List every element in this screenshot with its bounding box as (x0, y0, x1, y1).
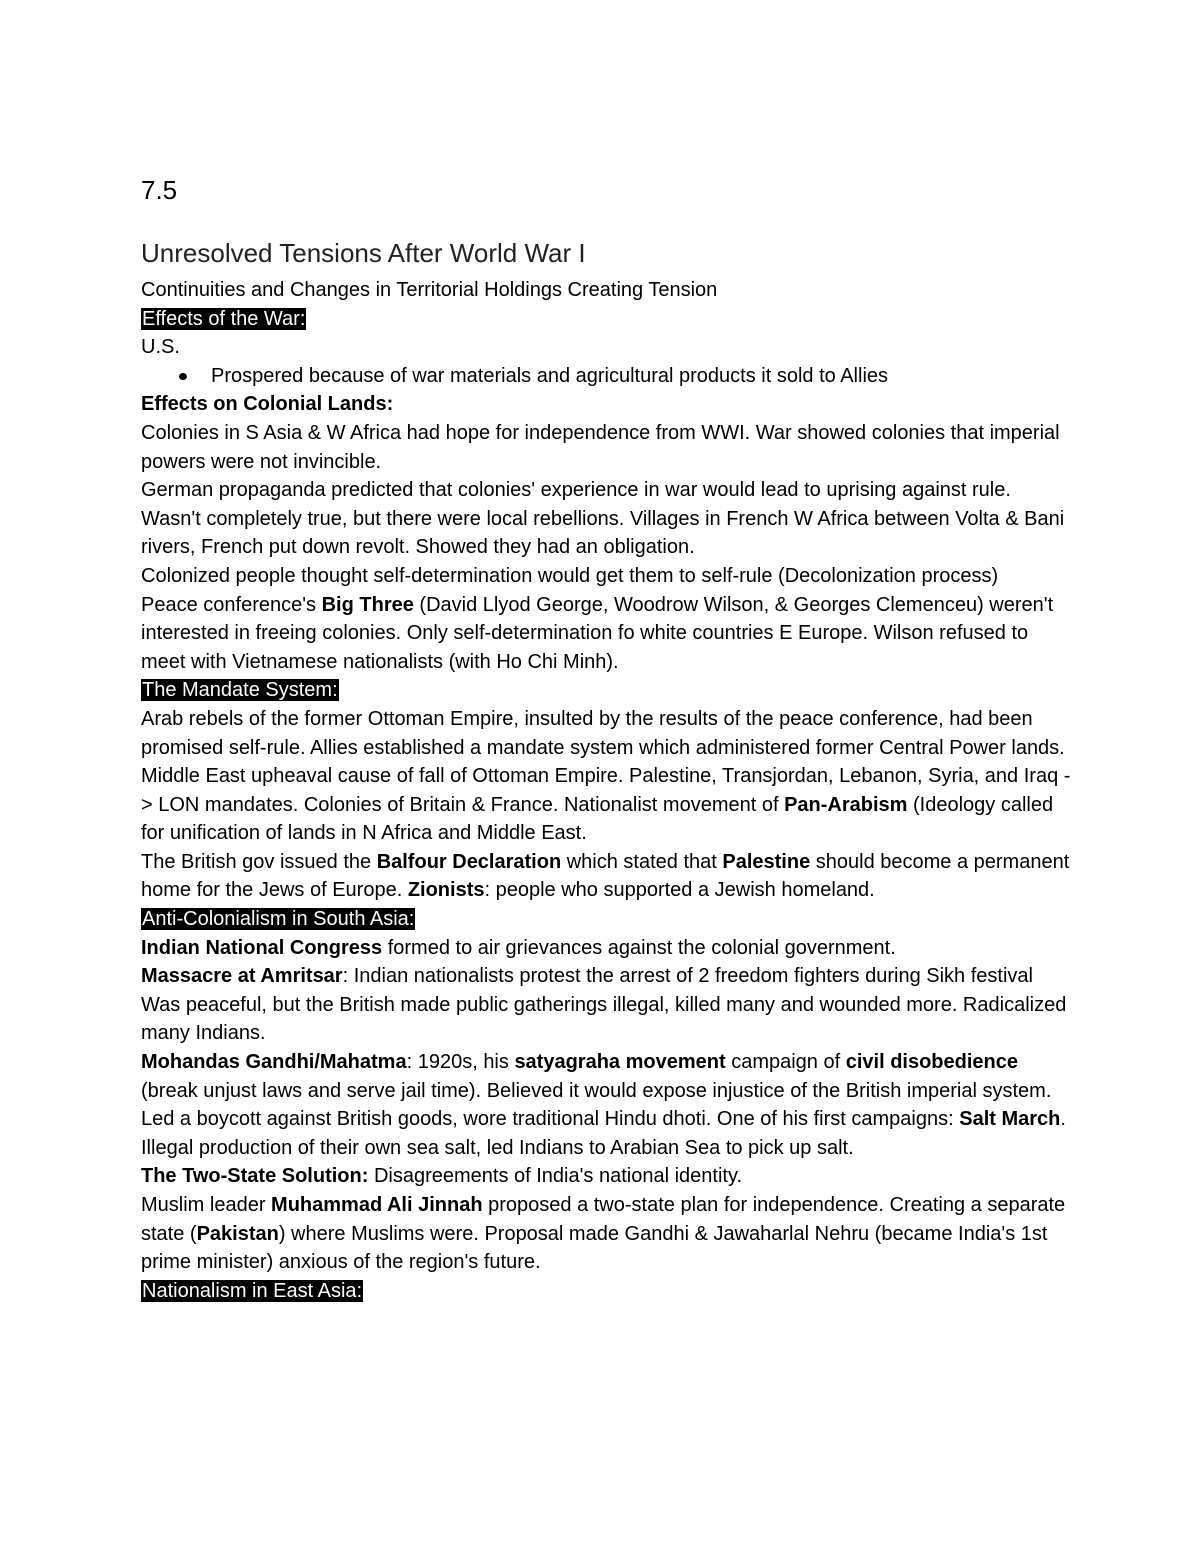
text-run: which stated that (561, 850, 723, 873)
us-label: U.S. (141, 336, 180, 359)
text-run: ) where Muslims were. Proposal made Gandhi & Jawaharlal Nehru (became India's 1st prime minister) anxious of the region's future. (141, 1222, 1048, 1274)
paragraph (141, 1191, 1071, 1277)
term-massacre-at-amritsar: Massacre at Amritsar (141, 965, 343, 988)
text-run: Middle East upheaval cause of fall of Ottoman Empire. Palestine, Transjordan, Lebanon, Syria, and Iraq -> LON mandates. Colonies of Britain & France. Nationalist movement of (141, 765, 1071, 816)
term-pakistan: Pakistan (196, 1222, 279, 1245)
paragraph (141, 1048, 1071, 1162)
paragraph (141, 762, 1071, 848)
term-salt-march: Salt March (959, 1108, 1061, 1131)
page-subtitle: Continuities and Changes in Territorial Holdings Creating Tension (141, 279, 718, 301)
text-run: Muslim leader (141, 1194, 272, 1216)
term-jinnah: Muhammad Ali Jinnah (271, 1194, 483, 1216)
paragraph: Colonies in S Asia & W Africa had hope for independence from WWI. War showed colonies that imperial powers were not invincible. (141, 421, 1060, 473)
term-two-state-solution: The Two-State Solution: (141, 1165, 369, 1188)
east-asia-heading-text: Nationalism in East Asia: (142, 1279, 363, 1302)
term-big-three: Big Three (321, 593, 414, 616)
text-run: . Illegal production of their own sea salt, led Indians to Arabian Sea to pick up salt. (141, 1108, 1066, 1159)
paragraph (141, 934, 1071, 963)
colonial-heading-text: Effects on Colonial Lands: (141, 393, 394, 416)
section-number: 7.5 (141, 175, 178, 205)
term-satyagraha: satyagraha movement (514, 1051, 726, 1074)
text-run: : 1920s, his (406, 1051, 515, 1074)
text-run: The British gov issued the (141, 850, 377, 873)
list-item-text: Prospered because of war materials and agricultural products it sold to Allies (211, 364, 889, 387)
east-asia-heading (141, 1277, 1071, 1306)
paragraph (141, 848, 1071, 905)
colonial-heading (141, 390, 1071, 419)
term-gandhi: Mohandas Gandhi/Mahatma (141, 1051, 407, 1074)
term-pan-arabism: Pan-Arabism (784, 793, 908, 816)
term-zionists: Zionists (407, 879, 485, 902)
text-run: formed to air grievances against the colonial government. (382, 936, 896, 959)
term-palestine: Palestine (722, 850, 811, 873)
text-run: (Ideology called for unification of lands in N Africa and Middle East. (141, 793, 1054, 845)
south-asia-heading-text: Anti-Colonialism in South Asia: (142, 908, 415, 931)
term-civil-disobedience: civil disobedience (845, 1051, 1019, 1074)
term-balfour-declaration: Balfour Declaration (376, 850, 562, 873)
text-run: proposed a two-state plan for independence. Creating a separate state ( (141, 1194, 1066, 1245)
text-run: (break unjust laws and serve jail time). Believed it would expose injustice of the British imperial system. Led a boycott against British goods, wore traditional Hindu dhoti. One of his first campaigns: (141, 1079, 1052, 1131)
text-run: : Indian nationalists protest the arrest of 2 freedom fighters during Sikh festival Was peaceful, but the British made public gatherings illegal, killed many and wounded more. Radicalized many Indians. (141, 965, 1067, 1045)
text-run: (David Llyod George, Woodrow Wilson, & Georges Clemenceu) weren't interested in freeing colonies. Only self-determination fo white countries E Europe. Wilson refused to meet with Vietnamese nationalists (with Ho Chi Minh). (141, 593, 1054, 673)
term-indian-national-congress: Indian National Congress (141, 936, 383, 959)
mandate-heading-text: The Mandate System: (142, 679, 338, 702)
paragraph (141, 1162, 1071, 1191)
south-asia-heading (141, 905, 1071, 934)
paragraph: German propaganda predicted that colonies' experience in war would lead to uprising against rule. Wasn't completely true, but there were local rebellions. Villages in French W Africa between Volta & Bani rivers, French put down revolt. Showed they had an obligation. (141, 479, 1065, 559)
paragraph: Arab rebels of the former Ottoman Empire, insulted by the results of the peace conference, had been promised self-rule. Allies established a mandate system which administered former Central Power lands. (141, 707, 1065, 759)
text-run: Disagreements of India's national identity. (368, 1165, 743, 1188)
effects-of-war-heading-text: Effects of the War: (142, 307, 306, 330)
page-title: Unresolved Tensions After World War I (141, 238, 586, 268)
list-item (141, 362, 1071, 391)
text-run: campaign of (725, 1051, 846, 1074)
text-run: : people who supported a Jewish homeland. (484, 879, 875, 902)
mandate-heading (141, 676, 1071, 705)
effects-of-war-heading (141, 305, 1071, 334)
text-run: Peace conference's (141, 593, 322, 616)
paragraph (141, 591, 1071, 677)
bullet-icon (179, 373, 187, 380)
text-run: should become a permanent home for the Jews of Europe. (141, 850, 1070, 902)
paragraph: Colonized people thought self-determination would get them to self-rule (Decolonization process) (141, 564, 999, 587)
paragraph (141, 962, 1071, 1048)
document-body (141, 170, 1071, 1305)
